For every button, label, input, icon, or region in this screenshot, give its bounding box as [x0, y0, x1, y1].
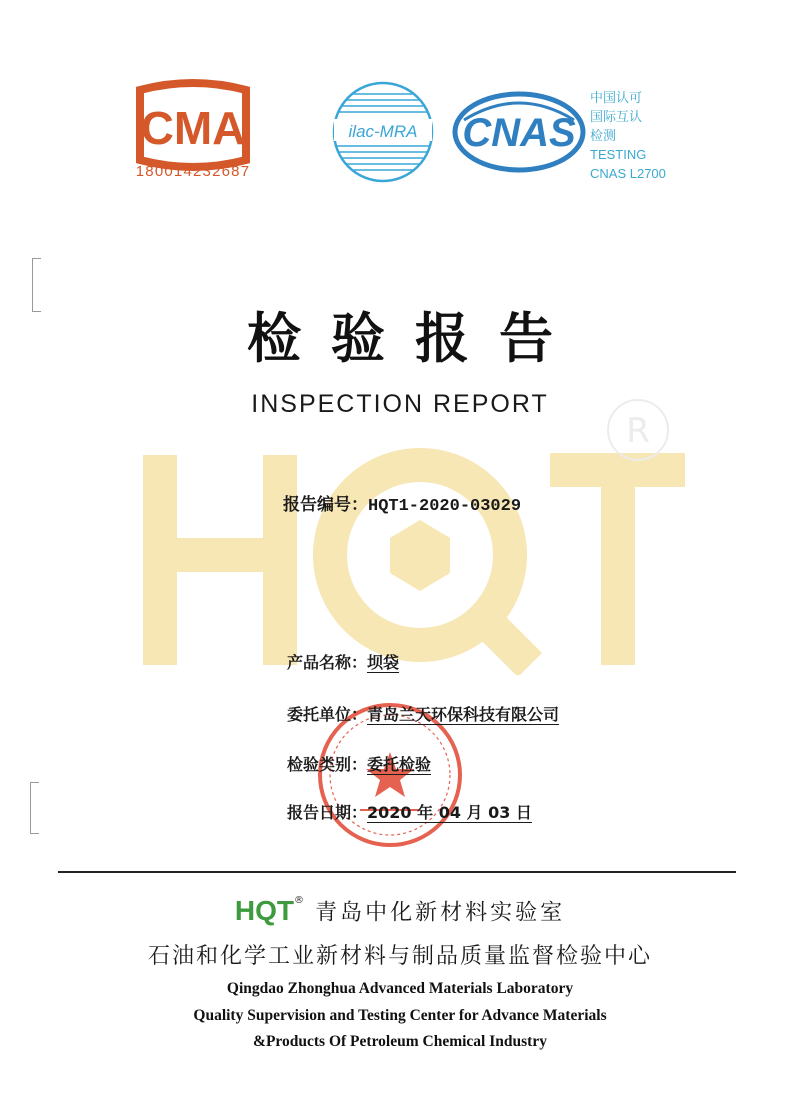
report-number-label: 报告编号： [283, 495, 368, 515]
cnas-caption-line: 检测 [590, 128, 617, 143]
cnas-caption-line: 国际互认 [590, 109, 643, 124]
cnas-logo-text: CNAS [462, 111, 576, 155]
field-client [287, 702, 559, 725]
cma-logo-text: CMA [140, 102, 246, 154]
field-value: 坝袋 [367, 653, 400, 672]
footer-lab-line [0, 895, 800, 927]
hqt-watermark [130, 435, 690, 675]
footer-center-name-cn: 石油和化学工业新材料与制品质量监督检验中心 [147, 944, 652, 969]
field-label: 委托单位： [287, 705, 368, 724]
field-label: 报告日期： [287, 803, 368, 822]
page-title: 检验报告 [247, 306, 583, 370]
field-label: 产品名称： [287, 653, 368, 672]
registered-mark-icon: ® [294, 895, 304, 906]
cnas-caption-line: 中国认可 [590, 90, 643, 105]
field-report-date [287, 800, 532, 823]
field-product-name [287, 650, 399, 673]
footer-products-en: &Products Of Petroleum Chemical Industry [253, 1033, 547, 1050]
footer-center-name-en: Quality Supervision and Testing Center for Advance Materials [193, 1007, 607, 1024]
cma-number: 180014232687 [135, 163, 251, 180]
field-value: 青岛兰天环保科技有限公司 [367, 705, 560, 724]
report-number [283, 490, 521, 516]
field-value: 2020 年 04 月 03 日 [367, 803, 532, 822]
footer-lab-name-cn: 青岛中化新材料实验室 [315, 900, 566, 926]
footer-lab-name-en: Qingdao Zhonghua Advanced Materials Laboratory [226, 980, 574, 997]
report-number-value: HQT1-2020-03029 [368, 497, 522, 516]
hqt-brand-logo [235, 895, 294, 927]
ilac-logo-text: ilac-MRA [348, 122, 418, 141]
field-inspection-type [287, 752, 431, 775]
page-subtitle: INSPECTION REPORT [251, 390, 549, 418]
footer-divider [58, 871, 736, 873]
svg-text:R: R [626, 411, 650, 451]
cnas-caption-line: CNAS L2700 [590, 166, 666, 181]
margin-bracket [30, 782, 39, 834]
field-label: 检验类别： [287, 755, 368, 774]
cnas-caption-line: TESTING [590, 147, 647, 162]
brand-text: HQT [234, 895, 294, 926]
ilac-mra-logo [328, 80, 438, 184]
field-value: 委托检验 [367, 755, 432, 774]
cnas-caption [590, 88, 666, 183]
cnas-logo [452, 90, 586, 174]
watermark-text: HQT [409, 557, 431, 568]
